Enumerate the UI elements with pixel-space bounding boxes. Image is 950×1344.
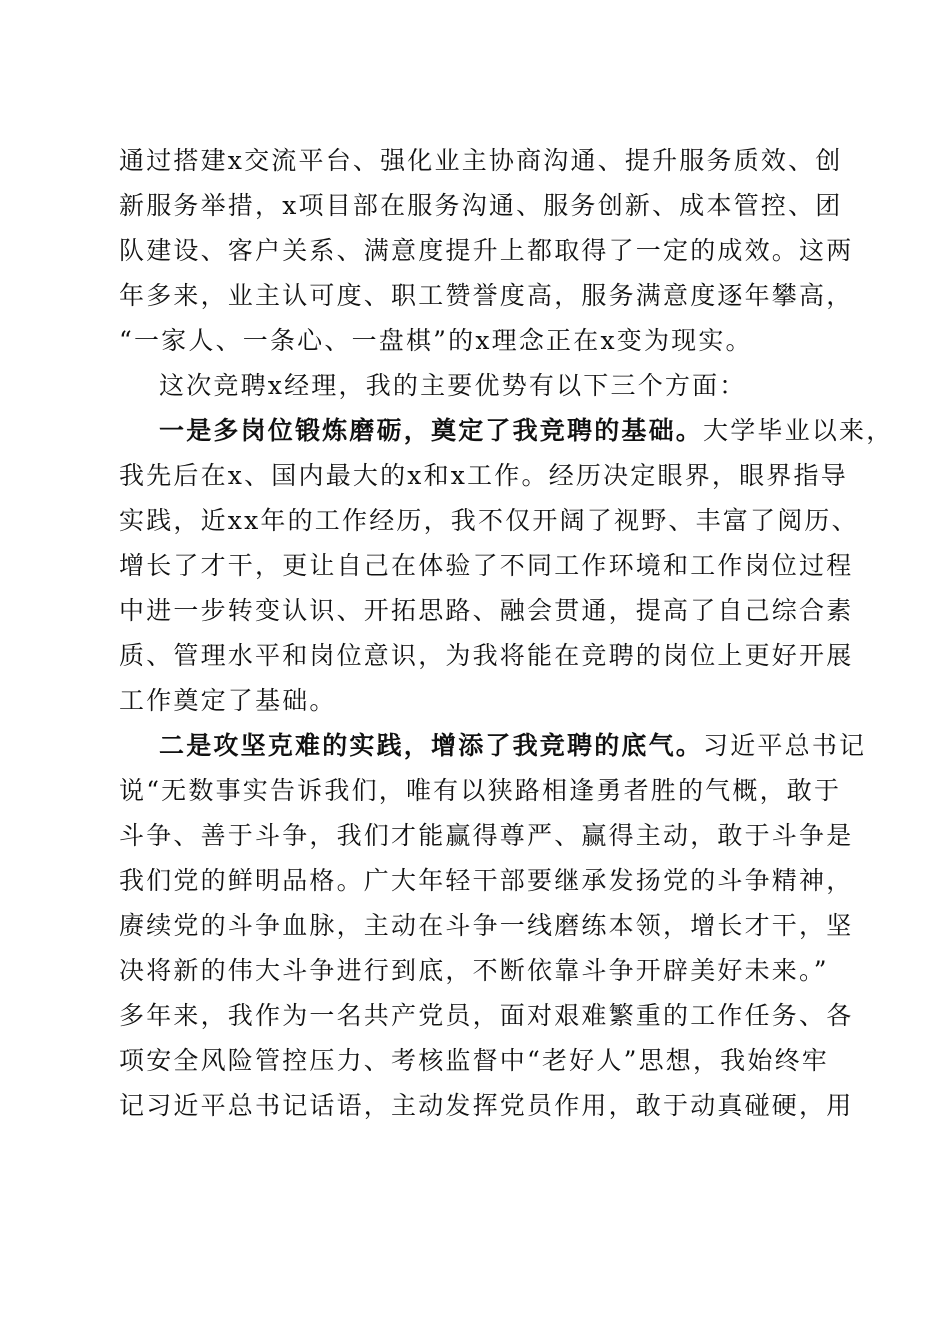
text-line: 我们党的鲜明品格。广大年轻干部要继承发扬党的斗争精神， bbox=[119, 866, 854, 895]
text-line: 实践，近xx年的工作经历，我不仅开阔了视野、丰富了阅历、 bbox=[119, 506, 859, 535]
section-heading-2-line bbox=[159, 724, 867, 768]
text-line: 项安全风险管控压力、考核监督中“老好人”思想，我始终牢 bbox=[119, 1046, 829, 1075]
text-line: “一家人、一条心、一盘棋”的x理念正在x变为现实。 bbox=[119, 326, 753, 355]
text-line: 我先后在x、国内最大的x和x工作。经历决定眼界，眼界指导 bbox=[119, 461, 848, 490]
text-line: 质、管理水平和岗位意识，为我将能在竞聘的岗位上更好开展 bbox=[119, 641, 854, 670]
section-heading-1: 一是多岗位锻炼磨砺，奠定了我竞聘的基础。 bbox=[159, 416, 704, 445]
text-line: 工作奠定了基础。 bbox=[119, 686, 337, 715]
text-line: 年多来，业主认可度、职工赞誉度高，服务满意度逐年攀高， bbox=[119, 281, 854, 310]
text-line: 队建设、客户关系、满意度提升上都取得了一定的成效。这两 bbox=[119, 236, 854, 265]
text-line: 中进一步转变认识、开拓思路、融会贯通，提高了自己综合素 bbox=[119, 596, 854, 625]
text-line: 通过搭建x交流平台、强化业主协商沟通、提升服务质效、创 bbox=[119, 146, 843, 175]
text-line: 记习近平总书记话语，主动发挥党员作用，敢于动真碰硬，用 bbox=[119, 1091, 854, 1120]
text-line: 斗争、善于斗争，我们才能赢得尊严、赢得主动，敢于斗争是 bbox=[119, 821, 854, 850]
text-line: 新服务举措，x项目部在服务沟通、服务创新、成本管控、团 bbox=[119, 191, 843, 220]
section-heading-1-line bbox=[159, 409, 894, 453]
text-line: 这次竞聘x经理，我的主要优势有以下三个方面： bbox=[159, 371, 747, 400]
text-line: 赓续党的斗争血脉，主动在斗争一线磨练本领，增长才干，坚 bbox=[119, 911, 854, 940]
text-line: 增长了才干，更让自己在体验了不同工作环境和工作岗位过程 bbox=[119, 551, 854, 580]
text-line: 决将新的伟大斗争进行到底，不断依靠斗争开辟美好未来。” bbox=[119, 956, 829, 985]
section-heading-2-tail: 习近平总书记 bbox=[703, 731, 867, 760]
section-heading-2: 二是攻坚克难的实践，增添了我竞聘的底气。 bbox=[159, 731, 704, 760]
text-line: 说“无数事实告诉我们，唯有以狭路相逢勇者胜的气概，敢于 bbox=[119, 776, 842, 805]
section-heading-1-tail: 大学毕业以来， bbox=[703, 416, 894, 445]
text-line: 多年来，我作为一名共产党员，面对艰难繁重的工作任务、各 bbox=[119, 1001, 854, 1030]
